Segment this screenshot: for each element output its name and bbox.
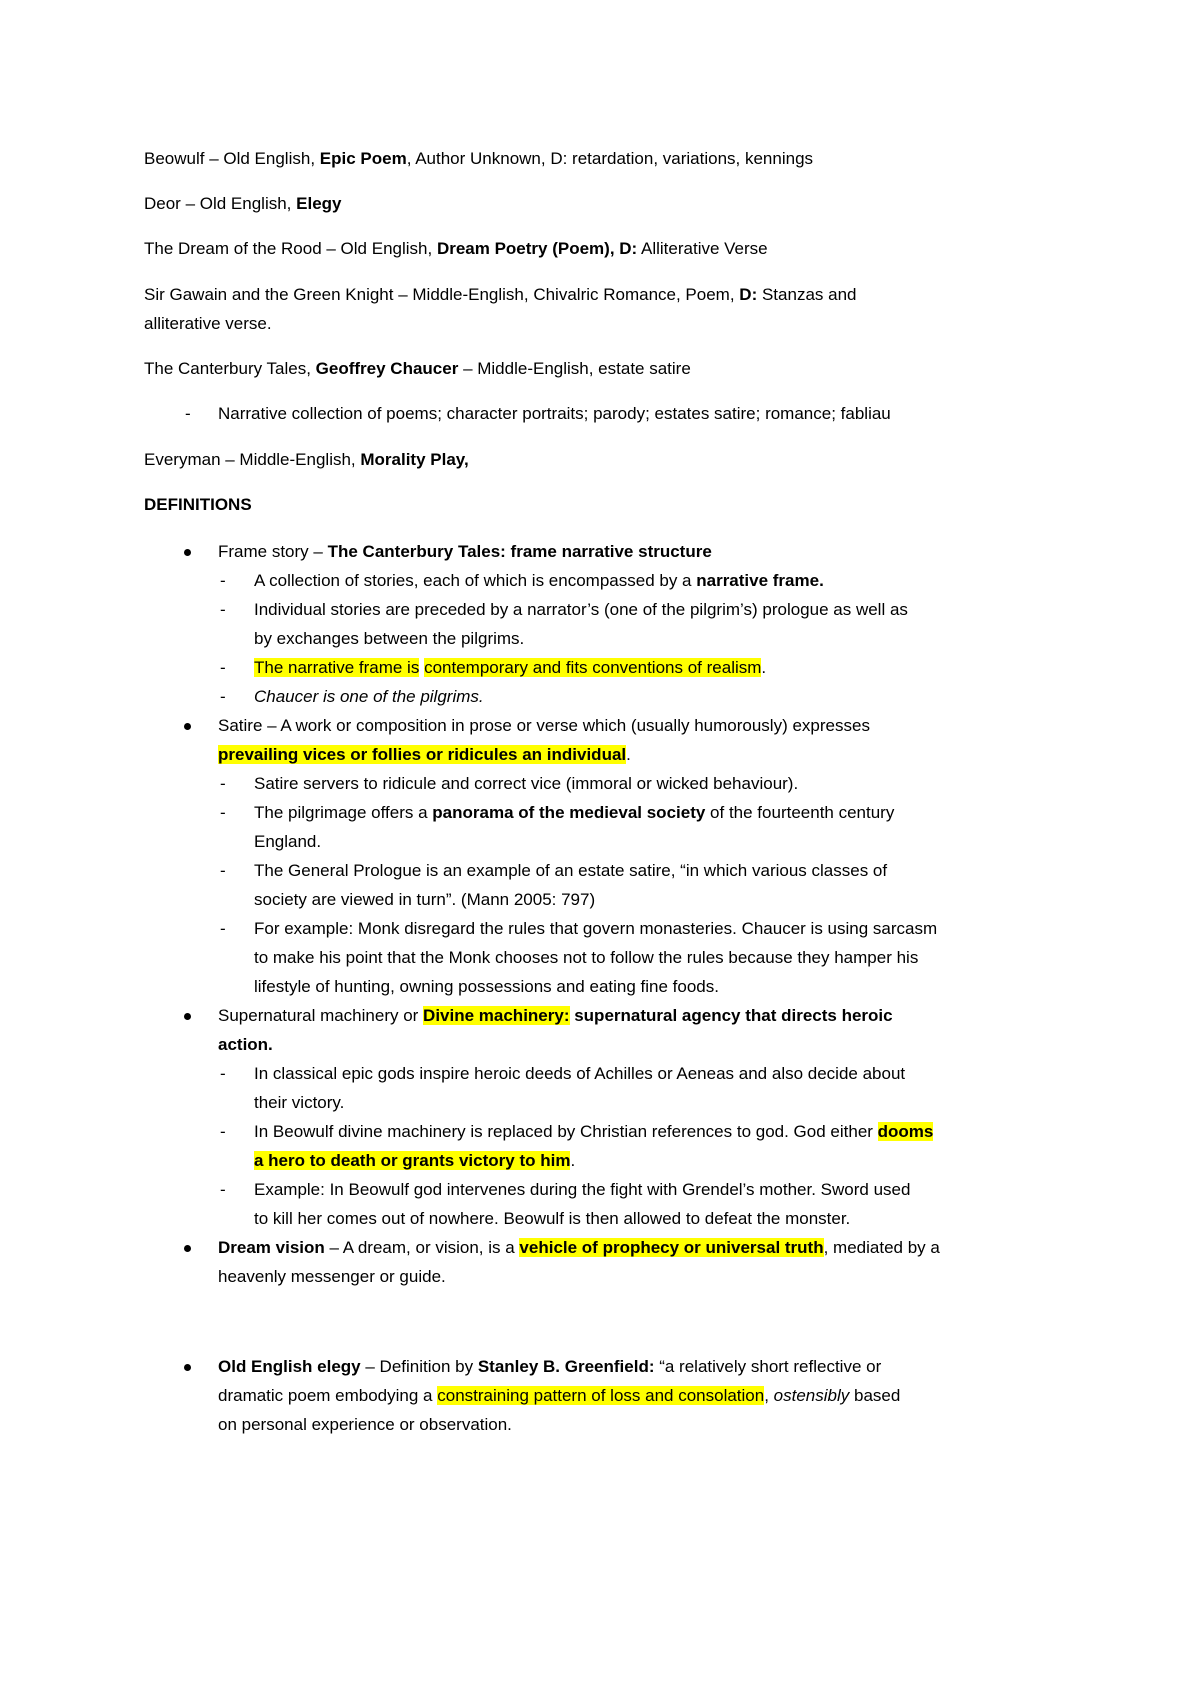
def-satire: Satire – A work or composition in prose or verse which (usually humorously) expresses	[218, 716, 870, 735]
dash-marker: -	[220, 774, 226, 793]
def-supernatural-machinery-cont: action.	[218, 1035, 273, 1054]
entry-everyman: Everyman – Middle-English, Morality Play,	[144, 450, 469, 469]
entry-deor: Deor – Old English, Elegy	[144, 194, 342, 213]
satire-point-2: The pilgrimage offers a panorama of the medieval society of the fourteenth century	[254, 803, 895, 822]
dash-marker: -	[220, 658, 226, 677]
satire-point-1: Satire servers to ridicule and correct vice (immoral or wicked behaviour).	[254, 774, 799, 793]
machinery-point-3-cont: to kill her comes out of nowhere. Beowulf is then allowed to defeat the monster.	[254, 1209, 851, 1228]
section-heading-definitions: DEFINITIONS	[144, 495, 252, 514]
satire-point-3: The General Prologue is an example of an estate satire, “in which various classes of	[254, 861, 888, 880]
machinery-point-2-cont: a hero to death or grants victory to him.	[254, 1151, 576, 1170]
dash-marker: -	[220, 1180, 226, 1199]
entry-canterbury-tales: The Canterbury Tales, Geoffrey Chaucer – Middle-English, estate satire	[144, 359, 691, 378]
dash-marker: -	[220, 1064, 226, 1083]
machinery-point-1: In classical epic gods inspire heroic deeds of Achilles or Aeneas and also decide about	[254, 1064, 906, 1083]
entry-sir-gawain: Sir Gawain and the Green Knight – Middle-English, Chivalric Romance, Poem, D: Stanzas and	[144, 285, 857, 304]
frame-story-point-1: A collection of stories, each of which is encompassed by a narrative frame.	[254, 571, 824, 590]
frame-story-point-3: The narrative frame is contemporary and fits conventions of realism.	[254, 658, 767, 677]
def-old-english-elegy-cont-2: on personal experience or observation.	[218, 1415, 512, 1434]
satire-point-4: For example: Monk disregard the rules that govern monasteries. Chaucer is using sarcasm	[254, 919, 938, 938]
dash-marker: -	[220, 600, 226, 619]
dash-marker: -	[220, 803, 226, 822]
frame-story-point-4: Chaucer is one of the pilgrims.	[254, 687, 484, 706]
def-frame-story: Frame story – The Canterbury Tales: frame narrative structure	[218, 542, 712, 561]
bullet-satire	[184, 723, 191, 730]
bullet-supernatural-machinery	[184, 1013, 191, 1020]
satire-point-4-cont: to make his point that the Monk chooses not to follow the rules because they hamper his	[254, 948, 919, 967]
bullet-dream-vision	[184, 1245, 191, 1252]
entry-dream-of-the-rood: The Dream of the Rood – Old English, Dream Poetry (Poem), D: Alliterative Verse	[144, 239, 768, 258]
satire-point-2-cont: England.	[254, 832, 322, 851]
dash-marker: -	[220, 687, 226, 706]
dash-marker: -	[220, 919, 226, 938]
satire-point-4-cont-2: lifestyle of hunting, owning possessions and eating fine foods.	[254, 977, 719, 996]
machinery-point-3: Example: In Beowulf god intervenes during the fight with Grendel’s mother. Sword used	[254, 1180, 911, 1199]
def-dream-vision: Dream vision – A dream, or vision, is a vehicle of prophecy or universal truth, mediated by a	[218, 1238, 940, 1257]
satire-point-3-cont: society are viewed in turn”. (Mann 2005: 797)	[254, 890, 596, 909]
bullet-frame-story	[184, 549, 191, 556]
def-old-english-elegy-cont: dramatic poem embodying a constraining pattern of loss and consolation, ostensibly based	[218, 1386, 901, 1405]
canterbury-sub-item: Narrative collection of poems; character portraits; parody; estates satire; romance; fabliau	[218, 404, 891, 423]
bullet-old-english-elegy	[184, 1364, 191, 1371]
def-supernatural-machinery: Supernatural machinery or Divine machinery: supernatural agency that directs heroic	[218, 1006, 893, 1025]
entry-beowulf: Beowulf – Old English, Epic Poem, Author Unknown, D: retardation, variations, kennings	[144, 149, 814, 168]
dash-marker: -	[220, 571, 226, 590]
machinery-point-1-cont: their victory.	[254, 1093, 345, 1112]
frame-story-point-2: Individual stories are preceded by a narrator’s (one of the pilgrim’s) prologue as well as	[254, 600, 908, 619]
def-dream-vision-cont: heavenly messenger or guide.	[218, 1267, 446, 1286]
dash-marker: -	[220, 861, 226, 880]
dash-marker: -	[220, 1122, 226, 1141]
entry-sir-gawain-cont: alliterative verse.	[144, 314, 272, 333]
def-satire-cont: prevailing vices or follies or ridicules an individual.	[218, 745, 631, 764]
def-old-english-elegy: Old English elegy – Definition by Stanley B. Greenfield: “a relatively short reflective or	[218, 1357, 882, 1376]
frame-story-point-2-cont: by exchanges between the pilgrims.	[254, 629, 525, 648]
machinery-point-2: In Beowulf divine machinery is replaced by Christian references to god. God either dooms	[254, 1122, 934, 1141]
dash-marker: -	[185, 404, 191, 423]
